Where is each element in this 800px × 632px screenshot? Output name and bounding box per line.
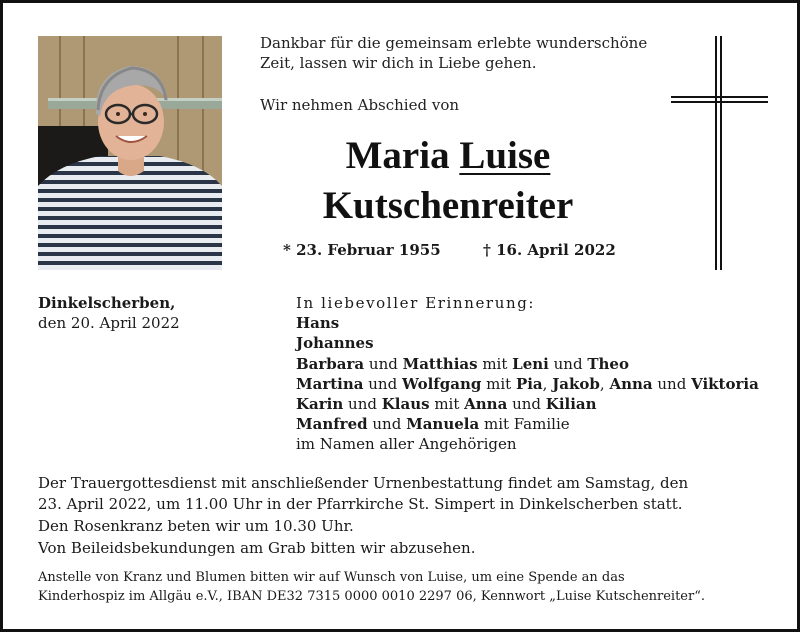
- intro-line-2: Zeit, lassen wir dich in Liebe gehen.: [260, 54, 537, 72]
- mourner-line: [296, 333, 759, 353]
- cross-icon: [671, 36, 771, 272]
- mourner-connector: und: [548, 354, 588, 373]
- mourner-lines: [296, 313, 759, 454]
- farewell-text: Wir nehmen Abschied von: [260, 96, 460, 114]
- mourner-line: [296, 394, 759, 414]
- mourner-line: [296, 374, 759, 394]
- mourner-connector: und: [507, 395, 546, 414]
- deceased-first-names: [253, 133, 643, 178]
- mourner-name: Viktoria: [691, 374, 759, 393]
- mourner-connector: und: [364, 354, 403, 373]
- mourner-connector: ,: [599, 374, 610, 393]
- mourner-name: Karin: [296, 395, 344, 414]
- mourner-connector: ,: [542, 374, 553, 393]
- mourner-line: [296, 434, 759, 454]
- donation-line-1: Anstelle von Kranz und Blumen bitten wir auf Wunsch von Luise, um eine Spende an das: [38, 570, 625, 585]
- mourner-connector: mit: [477, 354, 513, 373]
- mourner-name: Klaus: [381, 395, 430, 414]
- middle-name: Luise: [459, 134, 551, 177]
- donation-line-2: Kinderhospiz im Allgäu e.V., IBAN DE32 7315 0000 0010 2297 06, Kennwort „Luise Kutschenreiter“.: [38, 589, 705, 604]
- mourner-connector: mit: [429, 395, 465, 414]
- mourner-name: Anna: [609, 374, 653, 393]
- intro-line-1: Dankbar für die gemeinsam erlebte wunderschöne: [260, 34, 648, 52]
- mourner-name: Manfred: [296, 415, 368, 434]
- mourners-heading: In liebevoller Erinnerung:: [296, 294, 536, 312]
- mourner-name: Wolfgang: [401, 374, 482, 393]
- place: Dinkelscherben,: [38, 294, 176, 312]
- mourner-name: Leni: [512, 354, 549, 373]
- mourner-line: [296, 414, 759, 434]
- mourners-list: [296, 293, 759, 455]
- service-info: [38, 473, 688, 559]
- place-and-date: [38, 293, 180, 333]
- notice-date: den 20. April 2022: [38, 314, 180, 332]
- rosary-line: Den Rosenkranz beten wir um 10.30 Uhr.: [38, 517, 354, 535]
- mourner-connector: und: [363, 374, 402, 393]
- service-line-2: 23. April 2022, um 11.00 Uhr in der Pfarrkirche St. Simpert in Dinkelscherben statt.: [38, 495, 683, 513]
- birth-date: * 23. Februar 1955: [283, 241, 441, 259]
- intro-text: [260, 33, 647, 73]
- mourner-connector: und: [367, 415, 407, 434]
- mourner-connector: mit Familie: [479, 415, 570, 434]
- mourner-name: Kilian: [545, 395, 597, 414]
- condolences-line: Von Beileidsbekundungen am Grab bitten wir abzusehen.: [38, 539, 476, 557]
- mourner-name: Anna: [464, 395, 508, 414]
- portrait-photo-icon: [38, 36, 222, 270]
- mourner-name: Matthias: [402, 354, 478, 373]
- death-date: † 16. April 2022: [483, 241, 616, 259]
- mourner-name: Manuela: [406, 415, 480, 434]
- mourner-connector: im Namen aller Angehörigen: [296, 435, 517, 454]
- donation-info: [38, 568, 705, 606]
- mourner-line: [296, 313, 759, 333]
- mourner-name: Jakob: [552, 374, 600, 393]
- portrait-photo: [38, 36, 222, 270]
- mourner-connector: und: [652, 374, 692, 393]
- first-name: Maria: [345, 134, 450, 177]
- mourner-name: Barbara: [296, 354, 365, 373]
- mourner-name: Martina: [296, 374, 364, 393]
- mourner-name: Theo: [587, 354, 629, 373]
- mourner-name: Johannes: [296, 334, 374, 353]
- mourner-name: Pia: [515, 374, 543, 393]
- mourner-connector: und: [343, 395, 382, 414]
- service-line-1: Der Trauergottesdienst mit anschließender Urnenbestattung findet am Samstag, den: [38, 474, 689, 492]
- mourner-name: Hans: [296, 314, 340, 333]
- mourner-connector: mit: [481, 374, 516, 393]
- mourner-line: [296, 354, 759, 374]
- deceased-last-name: Kutschenreiter: [322, 184, 574, 227]
